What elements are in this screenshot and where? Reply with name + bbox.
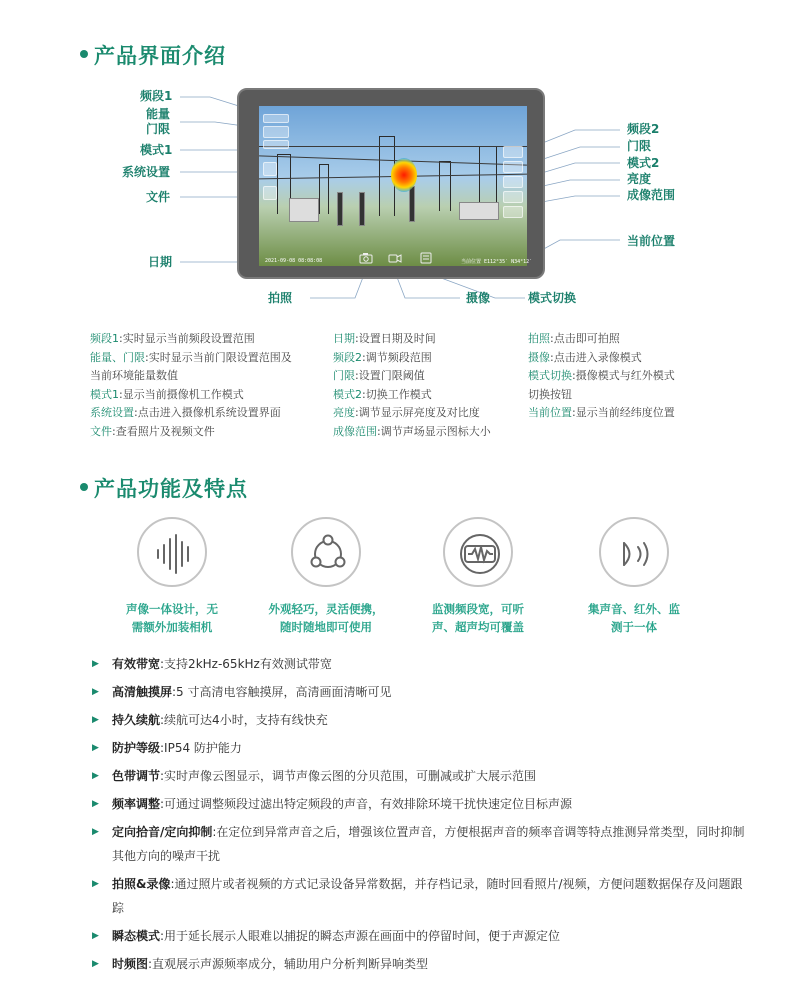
sound-heatmap-spot (391, 158, 417, 192)
callout-file: 文件 (146, 190, 171, 204)
legend-item: 亮度:调节显示屏亮度及对比度 (333, 406, 480, 419)
pulse-wave-icon (457, 531, 503, 577)
list-item: ▶ 时频图:直观展示声源频率成分，辅助用户分析判断异响类型 (92, 952, 752, 976)
callout-band2: 频段2 (627, 122, 660, 136)
file-button[interactable] (263, 186, 277, 200)
callout-current-position: 当前位置 (627, 234, 676, 248)
callout-threshold-left: 门限 (146, 122, 171, 136)
callout-threshold-right: 门限 (627, 139, 652, 153)
list-item: ▶ 拍照&录像:通过照片或者视频的方式记录设备异常数据，并存档记录，随时回看照片/视频，方便问题数据保存及问题跟踪 (80, 872, 752, 920)
triangle-bullet-icon: ▶ (92, 771, 99, 781)
list-item: ▶ 色带调节:实时声像云图显示，调节声像云图的分贝范围，可删减或扩大展示范围 (92, 764, 752, 788)
band2-panel[interactable] (503, 146, 523, 158)
screen-date[interactable]: 2021-09-08 08:08:08 (265, 258, 323, 264)
camera-icon[interactable] (359, 252, 373, 264)
triangle-bullet-icon: ▶ (92, 715, 99, 725)
triangle-bullet-icon: ▶ (92, 959, 99, 969)
legend-item: 当前位置:显示当前经纬度位置 (528, 406, 675, 419)
list-item: ▶ 频率调整:可通过调整频段过滤出特定频段的声音，有效排除环境干扰快速定位目标声源 (92, 792, 752, 816)
band1-panel[interactable] (263, 114, 289, 123)
legend-item: 文件:查看照片及视频文件 (90, 424, 215, 438)
feature-card (92, 517, 252, 636)
callout-mode-switch: 模式切换 (528, 291, 577, 305)
feature-caption-line: 测于一体 (611, 620, 657, 634)
section-title-features: 产品功能及特点 (80, 473, 248, 503)
legend-item: 日期:设置日期及时间 (333, 332, 436, 345)
legend-item: 频段1:实时显示当前频段设置范围 (90, 332, 255, 345)
sound-waves-icon (613, 531, 659, 577)
mode2-panel[interactable] (503, 176, 523, 188)
feature-caption-line: 外观轻巧，灵活便携， (268, 602, 384, 616)
video-camera-icon[interactable] (388, 252, 402, 264)
legend-column-3 (528, 330, 728, 423)
feature-caption-line: 需额外加装相机 (131, 620, 213, 634)
legend-item: 频段2:调节频段范围 (333, 350, 432, 364)
share-nodes-icon (305, 531, 351, 577)
callout-video: 摄像 (466, 291, 491, 305)
legend-item: 模式1:显示当前摄像机工作模式 (90, 387, 244, 401)
callout-mode1: 模式1 (140, 143, 173, 157)
imaging-range-panel[interactable] (503, 206, 523, 218)
mode1-panel[interactable] (263, 140, 289, 149)
feature-caption-line: 随时随地即可使用 (280, 620, 372, 634)
triangle-bullet-icon: ▶ (92, 799, 99, 809)
feature-caption-line: 声、超声均可覆盖 (432, 620, 524, 634)
legend-item: 拍照:点击即可拍照 (528, 332, 620, 345)
screen-position: 当前位置 E112°35′ N34°12′ (461, 259, 533, 265)
triangle-bullet-icon: ▶ (92, 827, 99, 837)
triangle-bullet-icon: ▶ (92, 743, 99, 753)
legend-item: 成像范围:调节声场显示图标大小 (333, 424, 491, 438)
callout-date: 日期 (148, 255, 173, 269)
feature-card (554, 517, 714, 636)
legend-column-2 (333, 330, 523, 441)
legend-item: 模式2:切换工作模式 (333, 387, 432, 401)
bullet-dot-icon (80, 483, 88, 491)
triangle-bullet-icon: ▶ (92, 931, 99, 941)
list-item: ▶ 瞬态模式:用于延长展示人眼难以捕捉的瞬态声源在画面中的停留时间，便于声源定位 (92, 924, 752, 948)
callout-brightness: 亮度 (627, 172, 652, 186)
energy-threshold-panel[interactable] (263, 126, 289, 138)
threshold-panel[interactable] (503, 161, 523, 173)
device-frame (237, 88, 545, 279)
feature-card (246, 517, 406, 636)
system-settings-button[interactable] (263, 162, 277, 176)
list-item: ▶ 持久续航:续航可达4小时，支持有线快充 (92, 708, 752, 732)
device-screen (259, 106, 527, 266)
legend-item: 能量、门限:实时显示当前门限设置范围及 (90, 350, 292, 364)
callout-imaging-range: 成像范围 (627, 188, 676, 202)
feature-caption-line: 集声音、红外、监 (588, 602, 680, 616)
legend-item: 摄像:点击进入录像模式 (528, 350, 642, 364)
list-item: ▶ 高清触摸屏:5 寸高清电容触摸屏，高清画面清晰可见 (92, 680, 752, 704)
legend-item: 切换按钮 (528, 387, 572, 401)
mode-switch-icon[interactable] (419, 252, 433, 264)
list-item: ▶ 防护等级:IP54 防护能力 (92, 736, 752, 760)
callout-system-settings: 系统设置 (122, 165, 171, 179)
feature-card (398, 517, 558, 636)
triangle-bullet-icon: ▶ (92, 659, 99, 669)
callout-energy: 能量 (146, 107, 171, 121)
feature-bullet-list (92, 652, 752, 980)
callout-mode2: 模式2 (627, 156, 660, 170)
list-item: ▶ 有效带宽:支持2kHz-65kHz有效测试带宽 (92, 652, 752, 676)
feature-caption-line: 声像一体设计，无 (126, 602, 218, 616)
triangle-bullet-icon: ▶ (92, 879, 99, 889)
legend-item: 系统设置:点击进入摄像机系统设置界面 (90, 406, 281, 419)
legend-item: 当前环境能量数值 (90, 369, 178, 382)
callout-band1: 频段1 (140, 89, 173, 103)
section-title-interface: 产品界面介绍 (80, 40, 226, 70)
brightness-panel[interactable] (503, 191, 523, 203)
legend-item: 门限:设置门限阈值 (333, 369, 425, 382)
legend-item: 模式切换:摄像模式与红外模式 (528, 369, 675, 382)
feature-caption-line: 监测频段宽，可听 (432, 602, 524, 616)
waveform-icon (151, 531, 197, 577)
callout-photo: 拍照 (268, 291, 293, 305)
triangle-bullet-icon: ▶ (92, 687, 99, 697)
list-item: ▶ 定向拾音/定向抑制:在定位到异常声音之后，增强该位置声音，方便根据声音的频率音调等特点推测异常类型，同时抑制其他方向的噪声干扰 (80, 820, 752, 868)
legend-column-1 (90, 330, 330, 441)
